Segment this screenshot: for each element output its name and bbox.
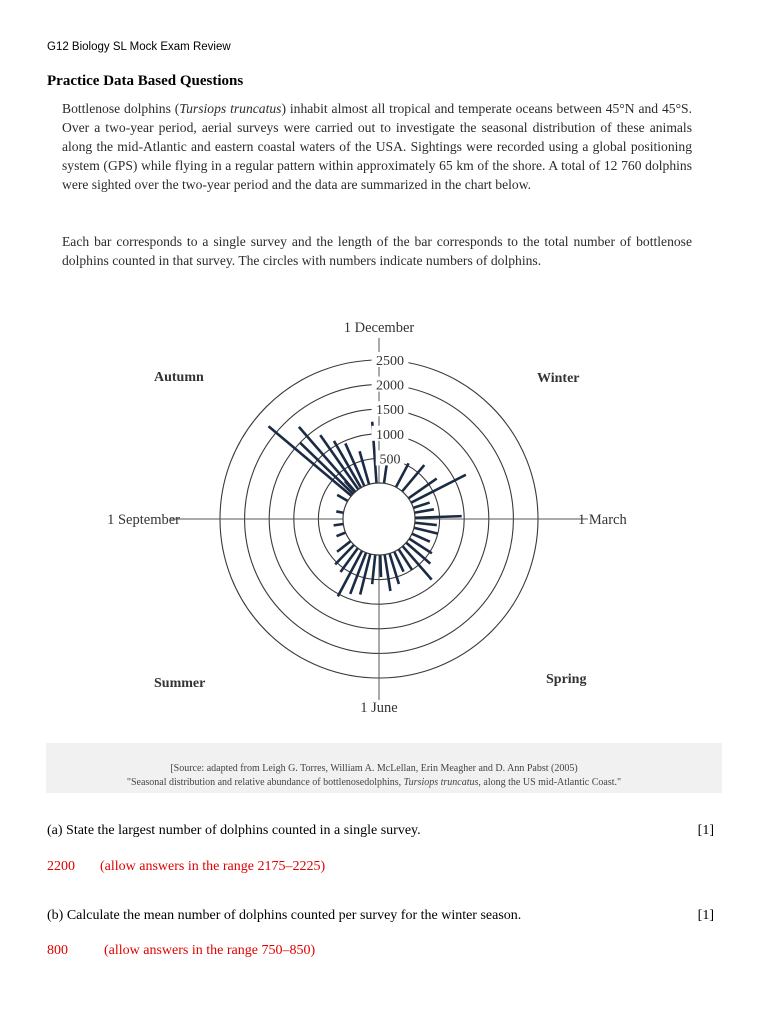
document-header: G12 Biology SL Mock Exam Review — [47, 41, 231, 53]
question-b — [47, 908, 714, 924]
intro-paragraph-2: Each bar corresponds to a single survey and the length of the bar corresponds to the total number of bottlenose dolphins counted in that survey. The circles with numbers indicate numbers of dolphins. — [62, 234, 692, 268]
label-1-december: 1 December — [343, 320, 415, 336]
answer-a-value: 2200 — [47, 859, 75, 874]
bar-35 — [334, 524, 344, 525]
season-summer: Summer — [154, 676, 206, 691]
question-a — [47, 823, 714, 839]
ring-label-500: 500 — [379, 452, 401, 468]
ring-label-2500: 2500 — [376, 354, 404, 369]
chart-center-circle — [343, 483, 415, 555]
label-1-march: 1 March — [578, 512, 627, 528]
ring-label-1000: 1000 — [376, 427, 404, 443]
season-winter: Winter — [537, 371, 580, 386]
season-spring: Spring — [546, 672, 587, 687]
label-1-september: 1 September — [107, 512, 180, 528]
bar-26 — [380, 555, 381, 577]
question-b-marks: [1] — [697, 908, 714, 923]
answer-b — [47, 943, 316, 959]
question-a-marks: [1] — [697, 823, 714, 838]
answer-b-note: (allow answers in the range 750–850) — [104, 943, 316, 958]
label-1-june: 1 June — [360, 700, 398, 716]
intro-paragraph-1: Bottlenose dolphins (Tursiops truncatus) inhabit almost all tropical and temperate oceans between 45°N and 45°S. Over a two-year period, aerial surveys were carried out to investigate the seasonal distribution of these animals along the mid-Atlantic and eastern coastal waters of the USA. Sightings were recorded using a global positioning system (GPS) while flying in a regular pattern within approximately 65 km of the shore. A total of 12 760 dolphins were sighted over the two-year period and the data are summarized in the chart below. — [62, 101, 692, 192]
dolphin-radial-chart — [46, 305, 722, 793]
ring-label-1500: 1500 — [376, 403, 404, 419]
bar-36 — [336, 511, 343, 512]
ring-label-2000: 2000 — [376, 378, 404, 394]
answer-a — [47, 859, 326, 875]
season-autumn: Autumn — [154, 370, 204, 385]
source-line-2: "Seasonal distribution and relative abundance of bottlenosedolphins, Tursiops truncatus, along the US mid-Atlantic Coast." — [126, 777, 622, 788]
question-a-text: (a) State the largest number of dolphins counted in a single survey. — [47, 823, 421, 838]
source-line-1: [Source: adapted from Leigh G. Torres, William A. McLellan, Erin Meagher and D. Ann Pabst (2005) — [170, 763, 578, 774]
species-name: Tursiops truncatus — [179, 101, 282, 116]
section-title: Practice Data Based Questions — [47, 73, 244, 89]
answer-b-value: 800 — [47, 943, 68, 958]
question-b-text: (b) Calculate the mean number of dolphins counted per survey for the winter season. — [47, 908, 522, 923]
answer-a-note: (allow answers in the range 2175–2225) — [100, 859, 326, 874]
bar-15 — [415, 516, 462, 518]
